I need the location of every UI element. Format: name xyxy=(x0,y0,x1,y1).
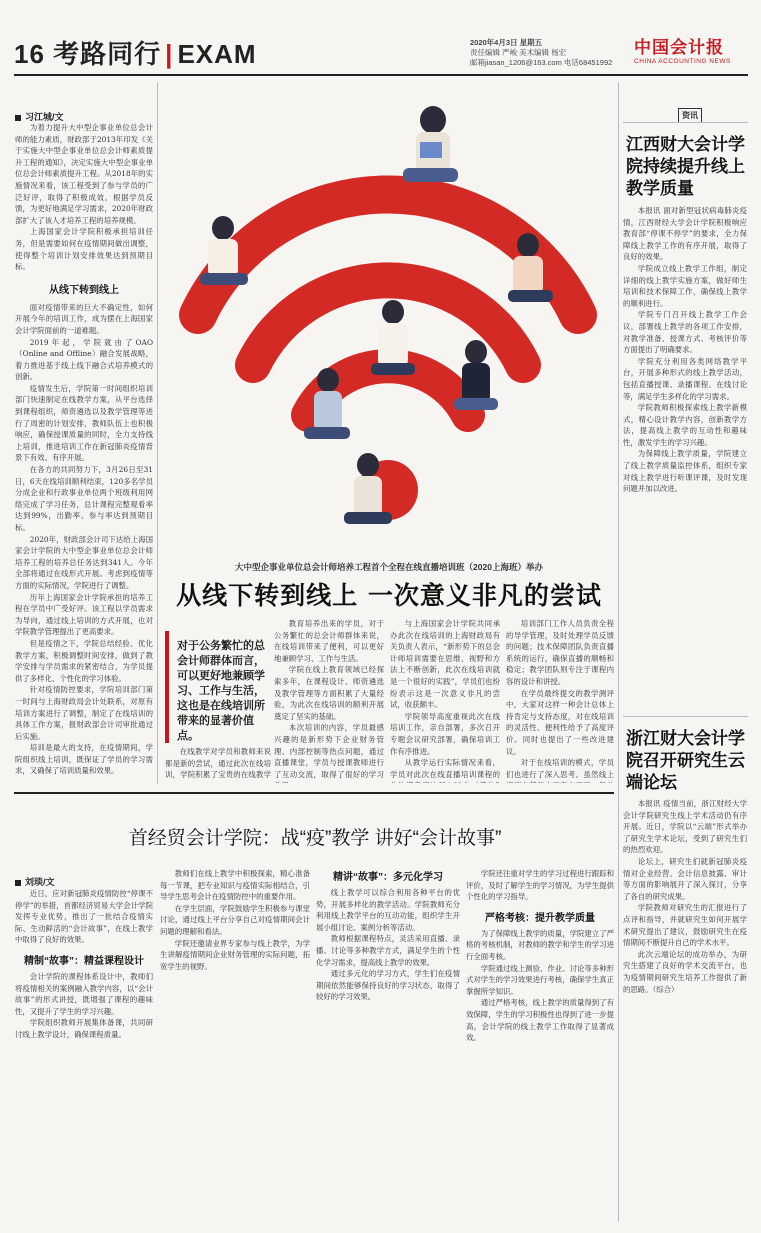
sidebar-story2-p4: 此次云端论坛的成功举办，为研究生搭建了良好的学术交流平台，也为疫情期间研究生培养工作提供了新的思路。（综合） xyxy=(623,949,747,994)
main-col2-p3: 本次培训的内容，学员最感兴趣的是新形势下企业财务管理、内部控制等热点问题，通过直播课堂，学员与授课教师进行了互动交流，取得了很好的学习 xyxy=(274,723,384,779)
editor-credit: 责任编辑 严峻 美术编辑 杨宏 xyxy=(470,48,567,57)
sidebar-story1-body xyxy=(623,205,747,710)
sidebar-tag: 资讯 xyxy=(678,108,702,123)
main-col1-p3: 面对疫情带来的巨大不确定性，如何开展今年的培训工作，成为摆在上海国家会计学院面前的一道难题。 xyxy=(15,302,153,335)
logo-cn: 中国会计报 xyxy=(634,38,724,58)
sidebar-story2-p2: 论坛上，研究生们就新冠肺炎疫情对企业经营、会计信息披露、审计等方面的影响展开了深入探讨，分享了各自的研究成果。 xyxy=(623,856,747,901)
sidebar-divider xyxy=(618,82,619,1222)
main-col3 xyxy=(390,618,500,783)
sidebar-story-divider xyxy=(623,716,748,717)
section-name-en: EXAM xyxy=(177,39,257,69)
bottom-col4-p1: 学院还注重对学生的学习过程进行跟踪和评价，及时了解学生的学习情况，为学生提供个性化的学习指导。 xyxy=(466,869,614,902)
bottom-subhead-1: 精制“故事”：精益课程设计 xyxy=(24,955,144,967)
issue-date: 2020年4月3日 星期五 xyxy=(470,38,543,47)
sidebar-story2-headline: 浙江财大会计学院召开研究生云端论坛 xyxy=(626,729,745,792)
main-col4-p3: 对于在线培训的模式，学员们也进行了深入思考。虽然线上 xyxy=(506,758,614,779)
bottom-col1-p3: 学院组织教师开展集体备课，共同研讨线上教学设计，确保课程质量。 xyxy=(15,1018,153,1039)
main-headline: 从线下转到线上 一次意义非凡的尝试 xyxy=(176,581,602,610)
main-byline: 习江城/文 xyxy=(15,110,64,123)
sidebar-story2-p3: 学院教师对研究生的汇报进行了点评和指导，并就研究生如何开展学术研究提出了建议，鼓励研究生在疫情期间不断提升自己的学术水平。 xyxy=(623,903,747,948)
sidebar-story1-p2: 学院成立线上教学工作组，制定详细的线上教学实施方案，做好师生培训和技术保障工作，确保线上教学的顺利进行。 xyxy=(623,263,747,308)
sidebar-story2-p1: 本报讯 疫情当前，浙江财经大学会计学院研究生线上学术活动仍有序开展。近日，学院以“云端”形式举办了研究生学术论坛，受到了研究生们的热烈欢迎。 xyxy=(623,799,747,855)
bottom-col2-p1: 教师们在线上教学中积极探索，精心准备每一节课，把专业知识与疫情实际相结合，引导学生思考会计在疫情防控中的重要作用。 xyxy=(160,869,310,902)
bottom-col2 xyxy=(160,868,310,1223)
page-header-title xyxy=(14,34,257,71)
sidebar-story1-p6: 为保障线上教学质量，学院建立了线上教学质量监控体系，组织专家对线上教学进行听课评课，及时发现问题并加以改进。 xyxy=(623,449,747,494)
bottom-col4-p3: 学院通过线上测验、作业、讨论等多种形式对学生的学习效果进行考核，确保学生真正掌握所学知识。 xyxy=(466,963,614,996)
bottom-col2-p3: 学院还邀请业界专家参与线上教学，为学生讲解疫情期间企业财务管理的实际问题，拓宽学生的视野。 xyxy=(160,938,310,971)
main-col1-p5: 疫情发生后，学院第一时间组织培训部门快速制定在线教学方案，从平台选择到课程组织，师资遴选以及教学管理等进行了周密的计划安排，教师队伍上也积极响应，确保授课质量的同时，全力支持线上培训，推进培训工作在新冠肺炎疫情背景下有效、有序开展。 xyxy=(15,383,153,463)
main-col2-lower xyxy=(165,746,271,782)
bottom-col1-p2: 会计学院的课程体系设计中，教师们将疫情相关的案例融入教学内容，以“会计故事”的形式讲授，既增强了课程的趣味性，又提升了学生的学习兴趣。 xyxy=(15,971,153,1016)
sidebar-story1-p1: 本报讯 面对新型冠状病毒肺炎疫情，江西财经大学会计学院积极响应教育部“停课不停学”的要求，全力保障线上教学工作的有序开展，取得了良好的效果。 xyxy=(623,206,747,262)
bottom-col1 xyxy=(15,888,153,1223)
main-deck: 大中型企事业单位总会计师培养工程首个全程在线直播培训班（2020上海班）举办 xyxy=(235,562,543,572)
bottom-col1-p1: 近日，应对新冠肺炎疫情防控“停课不停学”的举措，首都经济贸易大学会计学院发挥专业优势，推出了一批结合疫情实际、生动鲜活的“会计故事”，在线上教学中取得了良好的效果。 xyxy=(15,889,153,945)
issue-meta xyxy=(470,38,620,68)
figure-top xyxy=(403,106,458,182)
wifi-illustration xyxy=(158,80,614,560)
main-col1-p9: 但是疫情之下，学院总结经验、优化教学方案，积极调整时间安排，做到了教学安排与学员需求的紧密结合，为学员提供了多样化、个性化的学习体验。 xyxy=(15,638,153,683)
main-subhead-1: 从线下转到线上 xyxy=(49,284,119,296)
main-col1 xyxy=(15,122,153,782)
main-col4 xyxy=(506,618,614,783)
main-col4-p2: 在学员最终提交的教学测评中，大家对这样一种会计总体上持肯定与支持态度，对在线培训的灵活性、便利性给予了高度评价。同时也提出了一些改进建议。 xyxy=(506,688,614,756)
header-rule xyxy=(14,74,748,76)
bottom-col3-p1: 线上教学可以综合利用各种平台的优势，开展多样化的教学活动。学院教师充分利用线上教学平台的互动功能，组织学生开展小组讨论、案例分析等活动。 xyxy=(316,888,460,932)
sidebar-story1-p5: 学院教师积极探索线上教学新模式，精心设计教学内容，创新教学方法，提高线上教学的互动性和趣味性，激发学生的学习兴趣。 xyxy=(623,403,747,447)
sidebar-story2-body xyxy=(623,798,747,1223)
figure-lower-right xyxy=(454,340,498,410)
bottom-subhead-3: 严格考核：提升教学质量 xyxy=(485,912,595,924)
main-col2 xyxy=(274,618,384,783)
bottom-col2-p2: 在学生层面，学院鼓励学生积极参与课堂讨论，通过线上平台分享自己对疫情期间会计问题的理解和看法。 xyxy=(160,903,310,936)
column-divider xyxy=(157,82,158,784)
pull-quote: 对于公务繁忙的总会计师群体而言，可以更好地兼顾学习、工作与生活，这也是在线培训所带来的显著价值点。 xyxy=(163,631,271,743)
main-col2-p2: 学院在线上教育领域已经探索多年，在课程设计、师资遴选及教学管理等方面积累了大量经验，为此次在线培训的顺利开展奠定了坚实的基础。 xyxy=(274,665,384,721)
bottom-col4-p4: 通过严格考核，线上教学的质量得到了有效保障，学生的学习积极性也得到了进一步提高，会计学院的线上教学工作取得了显著成效。 xyxy=(466,998,614,1043)
bottom-byline: 刘琰/文 xyxy=(15,875,55,888)
main-col3-p1: 与上海国家会计学院共同承办此次在线培训的上海财政局有关负责人表示，“新形势下的总会计师培训需要在思维、视野和方法上不断创新，此次在线培训就是一个很好的实践”，学员们也纷纷表示这是一次意义非凡的尝试，收获颇丰。 xyxy=(390,619,500,710)
sidebar-story1-headline: 江西财大会计学院持续提升线上教学质量 xyxy=(626,135,745,198)
bottom-col3 xyxy=(316,868,460,1223)
main-col3-p3: 从教学运行实际情况来看，学员对此次在线直播培训课程的 xyxy=(390,758,500,779)
bottom-subhead-2: 精讲“故事”：多元化学习 xyxy=(333,872,443,883)
main-col1-p7: 2020年，财政部会计司下达给上海国家会计学院的大中型企事业单位总会计师培养工程的培养总任务达到341人。今年全部将通过在线形式开展。考虑到疫情等方面的实际情况，学院进行了调整。 xyxy=(15,534,153,590)
sidebar-story1-p3: 学院专门召开线上教学工作会议，部署线上教学的各项工作安排，对教学准备、授课方式、考核评价等方面提出了明确要求。 xyxy=(623,310,747,355)
sidebar-story1-p4: 学院充分利用各类网络教学平台，开展多种形式的线上教学活动，包括直播授课、录播课程、在线讨论等，满足学生多样化的学习需求。 xyxy=(623,356,747,401)
bottom-col3-p2: 教师根据课程特点，灵活采用直播、录播、讨论等多种教学方式，满足学生的个性化学习需求，提高线上教学的效果。 xyxy=(316,934,460,967)
section-name-cn: 考路同行 xyxy=(53,39,162,69)
main-col2-p1: 教育培养出来的学员，对于公务繁忙的总会计师群体来说，在线培训带来了便利，可以更好地兼顾学习、工作与生活。 xyxy=(274,619,384,663)
main-col1-p1: 为着力提升大中型企事业单位总会计师的能力素质，财政部于2013年印发《关于实施大中型企事业单位总会计师素质提升工程的通知》，决定实施大中型企事业单位总会计师素质提升工程。从2018年的实施情况来看，该工程受到了参与学员的广泛好评，取得了积极成效。根据学员反馈，为更好地满足学习需求，2020年财政部扩大了该人才培养工程的培养规模。 xyxy=(15,123,153,225)
main-col1-p2: 上海国家会计学院积极承担培训任务，但是需要如何在疫情期间做出调整，使得整个培训计划安排效果达到预期目标。 xyxy=(15,227,153,272)
main-col1-p6: 在各方的共同努力下，3月26日至31日，6天在线培训顺利结束，120多名学员分成企业和行政事业单位两个班级利用网络完成了学习任务，总计课程完整观看率达到99%，出勤率、参与率达到预期目标。 xyxy=(15,465,153,532)
logo-en: CHINA ACCOUNTING NEWS xyxy=(634,58,731,65)
main-col3-p2: 学院领导高度重视此次在线培训工作，亲自部署，多次召开专题会议研究部署，确保培训工作有序推进。 xyxy=(390,711,500,756)
main-col1-p10: 针对疫情防控要求，学院培训部门第一时间与上海财政局会计处联系，对原有培训方案进行了调整，制定了在线培训的具体工作方案，报财政部会计司审批通过后实施。 xyxy=(15,685,153,741)
main-col1-p4: 2019年起，学院就由了OAO（Online and Offline）融合发展战略，着力推进基于线上线下融合式培养模式的创新。 xyxy=(15,337,153,382)
main-col2-p4: 在线教学对学员和教师来说都是新的尝试，通过此次在线培训，学院积累了宝贵的在线教学 xyxy=(165,747,271,780)
main-col1-p8: 历年上海国家会计学院承担的培养工程在学员中广受好评。该工程以学员需求为导向，通过线上培训的方式开展，也对学院教学管理提出了更高要求。 xyxy=(15,592,153,637)
bottom-col4-p2: 为了保障线上教学的质量，学院建立了严格的考核机制，对教师的教学和学生的学习进行全面考核。 xyxy=(466,928,614,961)
bottom-col3-p3: 通过多元化的学习方式，学生们在疫情期间依然能够保持良好的学习状态，取得了较好的学习效果。 xyxy=(316,969,460,1002)
bottom-article-rule xyxy=(14,792,614,794)
main-col1-p11: 培训是最大的支持，在疫情期间，学院组织线上培训，既保证了学员的学习需求，又确保了培训质量和效果。 xyxy=(15,743,153,776)
sidebar-rule xyxy=(623,122,748,123)
section-divider: | xyxy=(165,39,174,69)
figure-center xyxy=(371,300,415,375)
bottom-col4 xyxy=(466,868,614,1223)
contact-info: 邮箱jiasan_1206@163.com 电话68451992 xyxy=(470,58,613,67)
newspaper-logo xyxy=(634,33,746,67)
main-col4-p1: 培训部门工作人员负责全程的导学管理，及时处理学员反馈的问题；技术保障团队负责直播系统的运行，确保直播的顺畅和稳定；教学团队则专注于课程内容的设计和讲授。 xyxy=(506,619,614,686)
bottom-headline: 首经贸会计学院：战“疫”教学 讲好“会计故事” xyxy=(128,828,502,849)
page-number: 16 xyxy=(14,39,45,69)
